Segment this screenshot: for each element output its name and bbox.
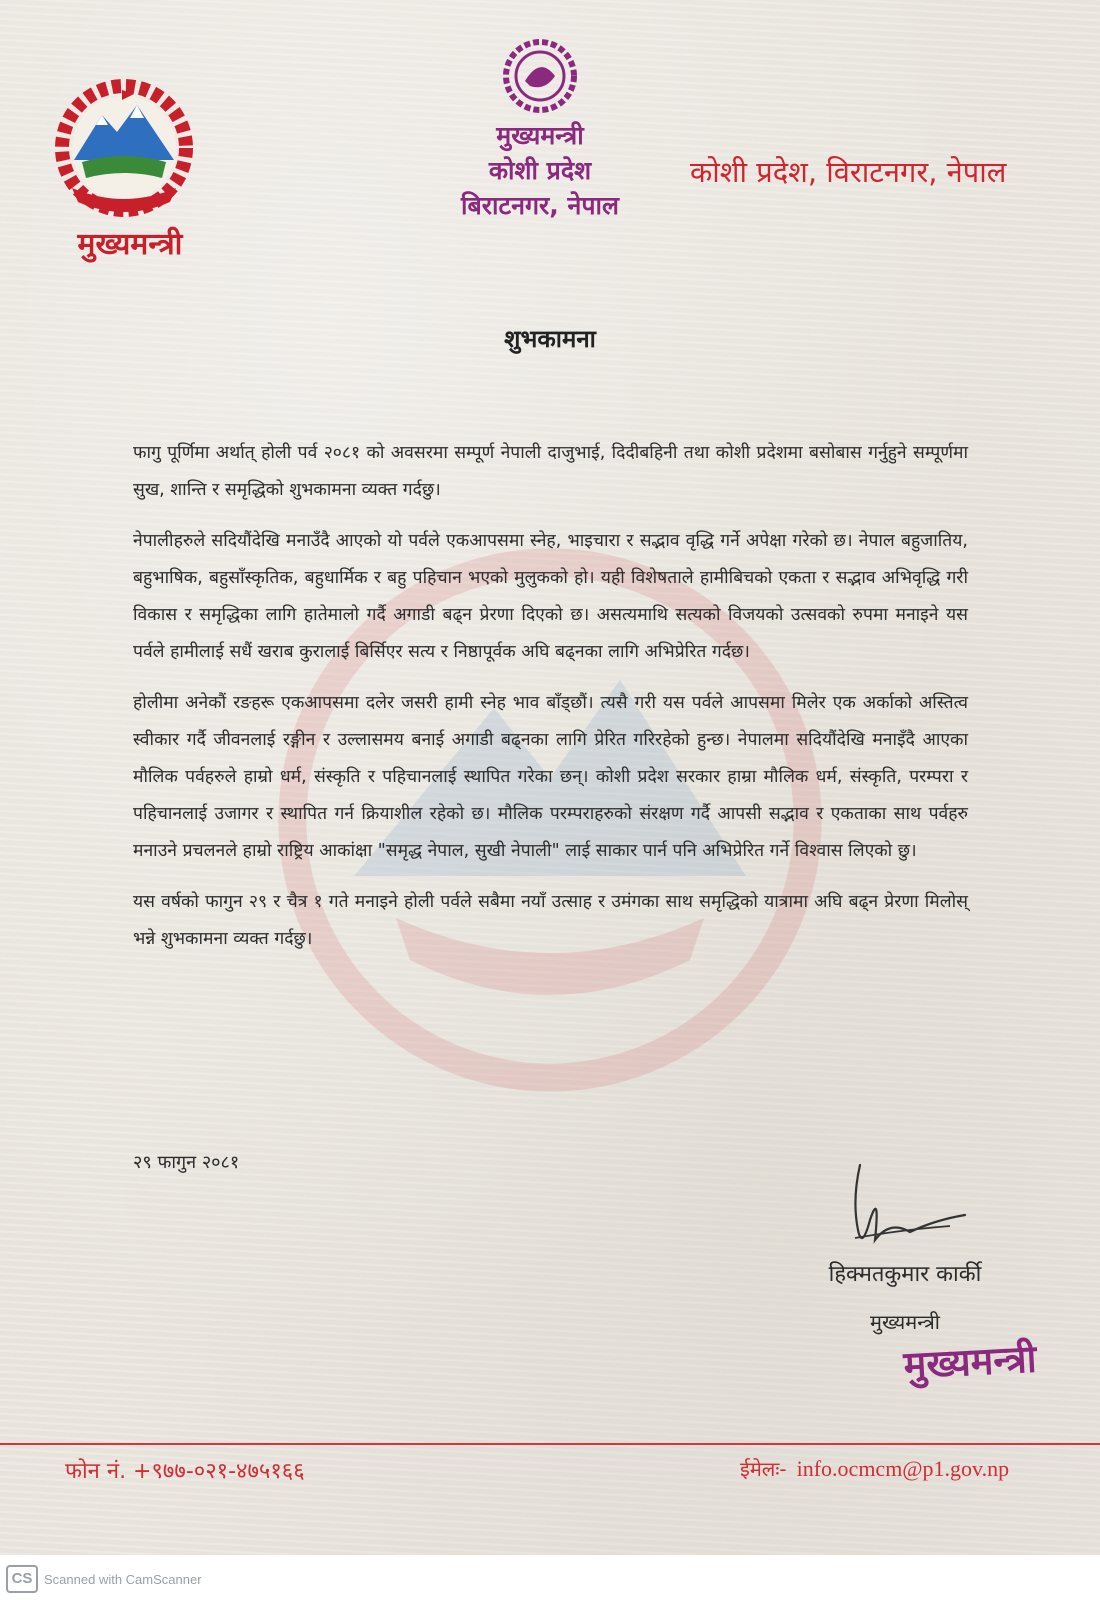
letter-paragraph: यस वर्षको फागुन २९ र चैत्र १ गते मनाइने होली पर्वले सबैमा नयाँ उत्साह र उमंगका साथ समृद्धिको यात्रामा अघि बढ्न प्रेरणा मिलोस् भन्ने शुभकामना व्यक्त गर्दछु। [133,892,968,949]
header-address: कोशी प्रदेश, विराटनगर, नेपाल [690,155,1007,189]
nepal-emblem-icon [42,70,207,230]
office-city-line: बिराटनगर, नेपाल [461,191,619,220]
letter-paragraph: नेपालीहरुले सदियौंदेखि मनाउँदै आएको यो पर्वले एकआपसमा स्नेह, भाइचारा र सद्भाव वृद्धि गर्ने अपेक्षा गरेको छ। नेपाल बहुजातिय, बहुभाषिक, बहुसाँस्कृतिक, बहुधार्मिक र बहु पहिचान भएको मुलुकको हो। यही विशेषताले हामीबिचको एकता र सद्भाव अभिवृद्धि गरी विकास र समृद्धिका लागि हातेमालो गर्दै अगाडी बढ्न प्रेरणा दिएको छ। असत्यमाथि सत्यको विजयको उत्सवको रुपमा मनाइने यस पर्वले हामीलाई सधैं खराब कुरालाई बिर्सिएर सत्य र निष्ठापूर्वक अघि बढ्नका लागि अभिप्रेरित गर्दछ। [133,531,968,662]
official-stamp: मुख्यमन्त्री [902,1336,1038,1388]
camscanner-text: Scanned with CamScanner [44,1572,202,1587]
letter-title: शुभकामना [504,325,596,353]
handwritten-signature [840,1160,980,1260]
email-link[interactable]: info.ocmcm@p1.gov.np [796,1456,1010,1481]
footer-email [740,1455,1009,1482]
office-title-block [430,118,650,223]
chief-minister-seal-icon [490,36,590,118]
footer-phone: फोन नं. +९७७-०२१-४७५१६६ [65,1459,305,1484]
office-title-line: मुख्यमन्त्री [496,121,584,150]
letter-paragraph: होलीमा अनेकौं रङहरू एकआपसमा दलेर जसरी हामी स्नेह भाव बाँड्छौं। त्यसै गरी यस पर्वले आपसमा मिलेर एक अर्काको अस्तित्व स्वीकार गर्दै जीवनलाई रङ्गीन र उल्लासमय बनाई अगाडी बढ्नका लागि प्रेरित गरिरहेको हुन्छ। नेपालमा सदियौंदेखि मनाइँदै आएका मौलिक पर्वहरुले हाम्रो धर्म, संस्कृति र पहिचानलाई स्थापित गरेका छन्। कोशी प्रदेश सरकार हाम्रा मौलिक धर्म, संस्कृति, परम्परा र पहिचानलाई उजागर र स्थापित गर्न क्रियाशील रहेको छ। मौलिक परम्पराहरुको संरक्षण गर्दै आपसी सद्भाव र एकताका साथ पर्वहरु मनाउने प्रचलनले हाम्रो राष्ट्रिय आकांक्षा "समृद्ध नेपाल, सुखी नेपाली" लाई साकार पार्न पनि अभिप्रेरित गर्ने विश्वास लिएको छु। [133,693,968,861]
footer-divider [0,1443,1100,1445]
letter-date: २९ फागुन २०८१ [133,1152,240,1173]
signatory-title: मुख्यमन्त्री [870,1310,940,1334]
email-label: ईमेलः- [740,1457,787,1481]
office-province-line: कोशी प्रदेश [488,156,592,185]
camscanner-logo-icon: CS [6,1565,38,1593]
letter-paragraph: फागु पूर्णिमा अर्थात् होली पर्व २०८१ को अवसरमा सम्पूर्ण नेपाली दाजुभाई, दिदीबहिनी तथा कोशी प्रदेशमा बसोबास गर्नुहुने सम्पूर्णमा सुख, शान्ति र समृद्धिको शुभकामना व्यक्त गर्दछु। [133,443,968,500]
letter-body [133,435,968,972]
emblem-caption: मुख्यमन्त्री [77,227,183,262]
signatory-name: हिक्मतकुमार कार्की [828,1262,982,1287]
